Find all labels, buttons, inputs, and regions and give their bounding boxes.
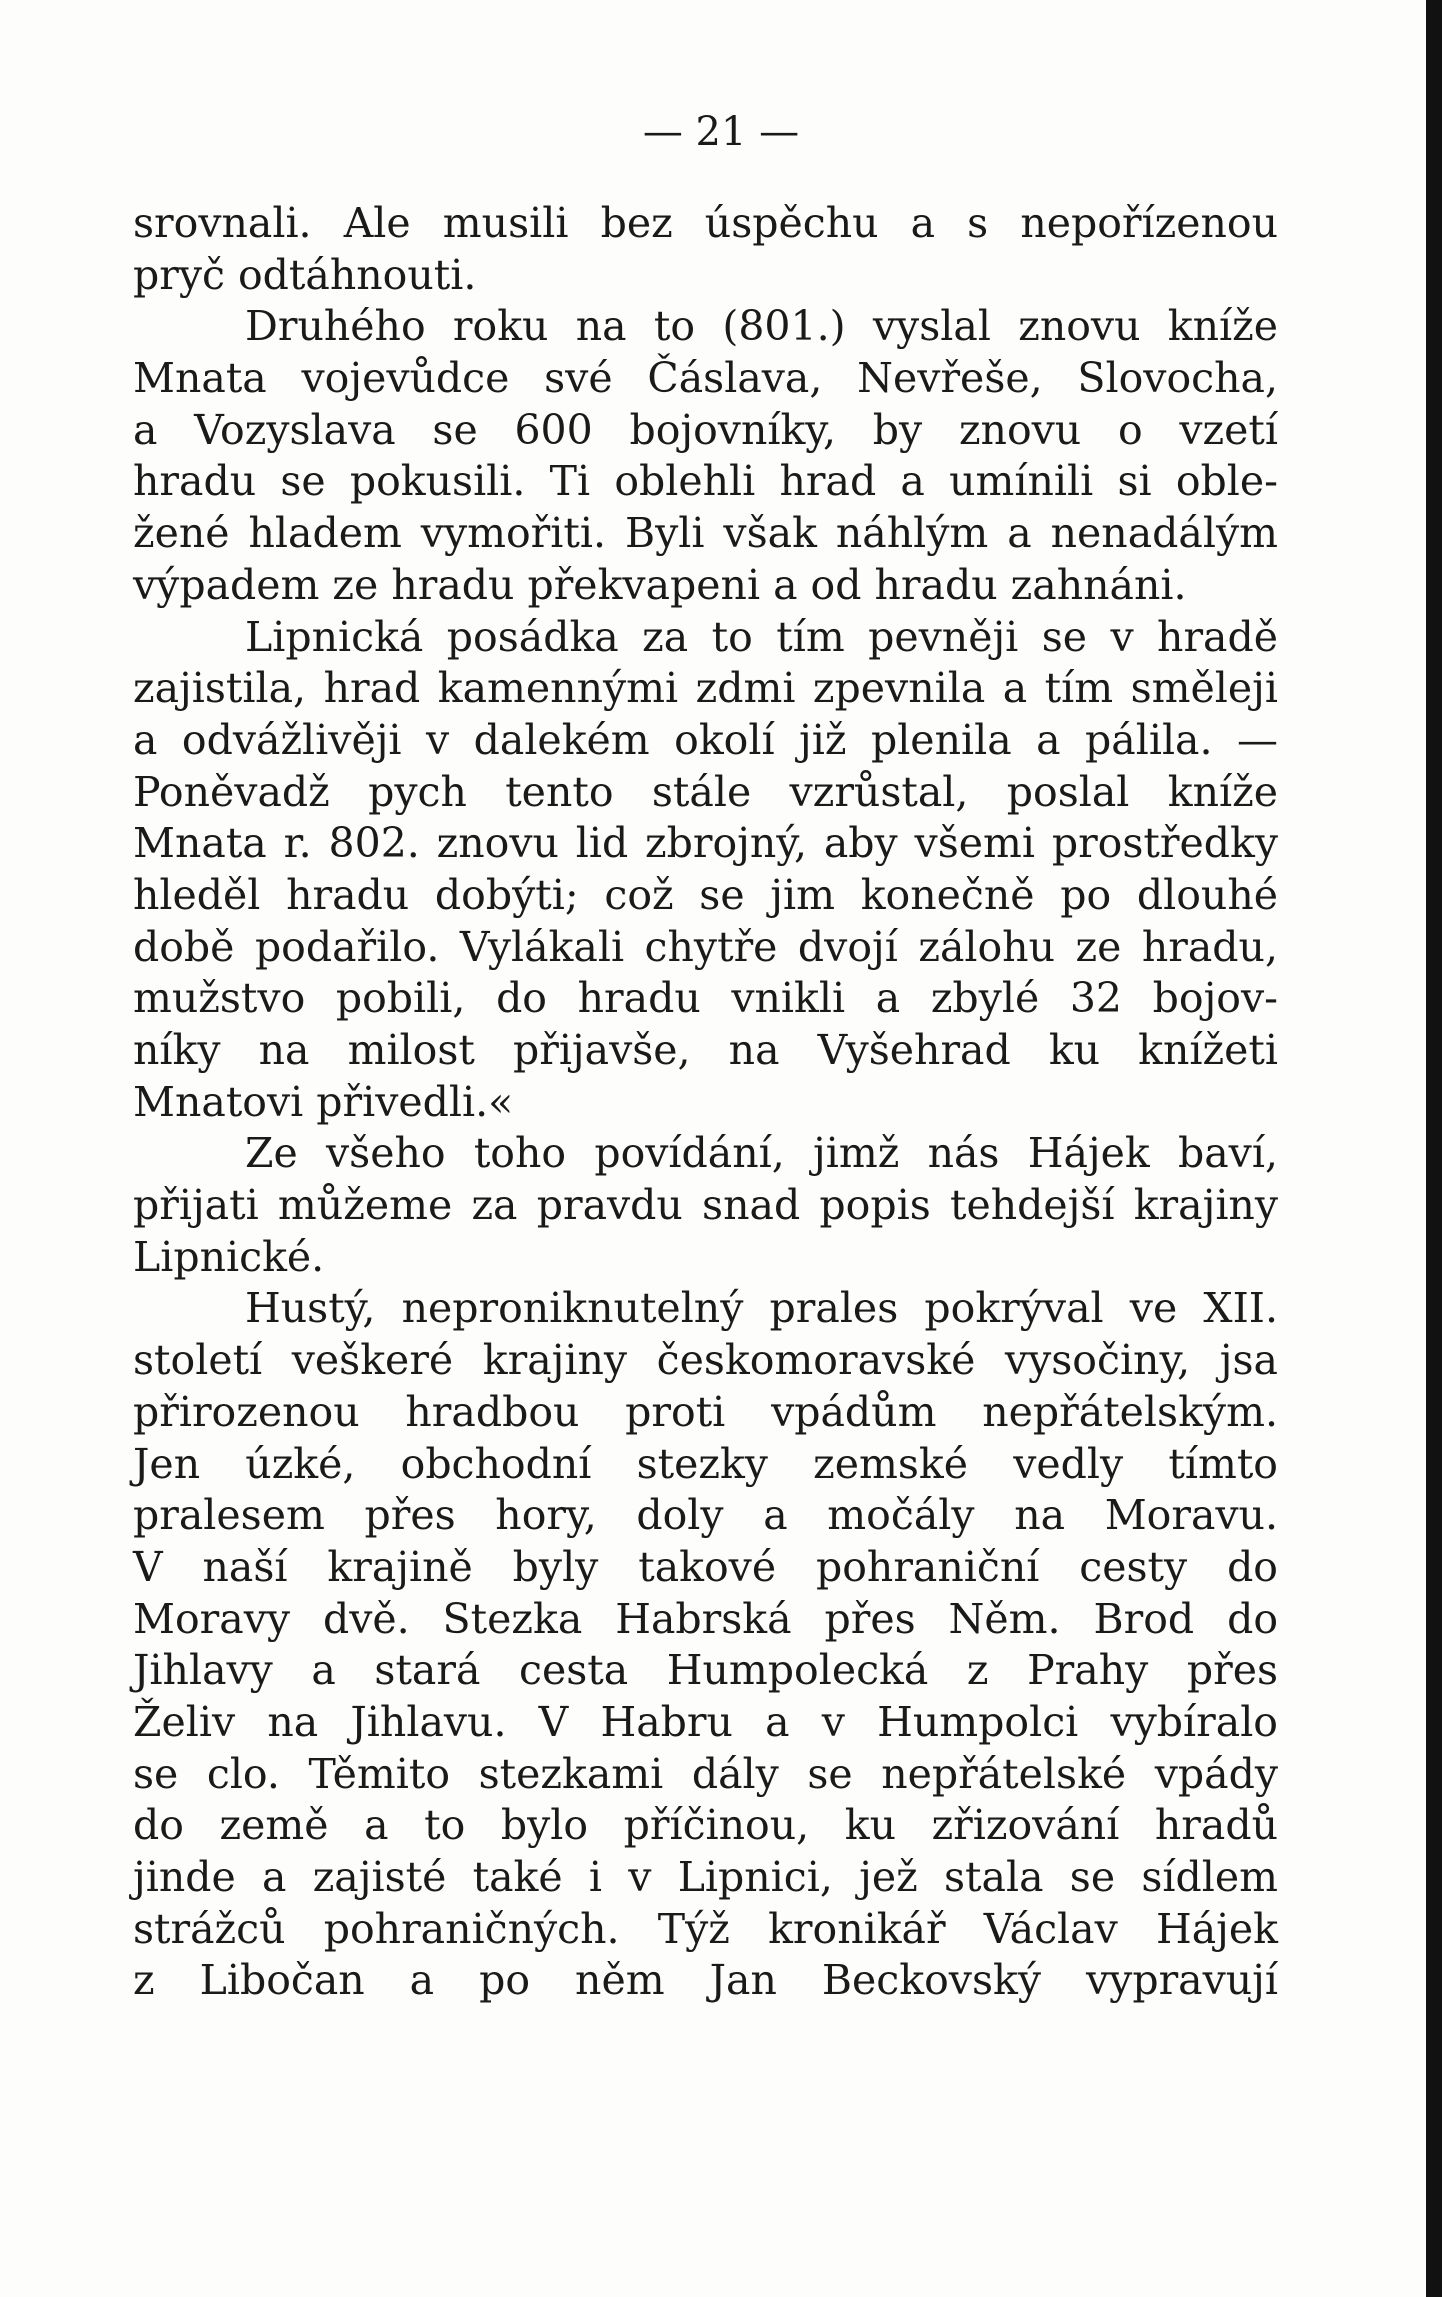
text-line: se clo. Těmito stezkami dály se nepřátelské vpády <box>133 1749 1278 1798</box>
text-line: srovnali. Ale musili bez úspěchu a s nepořízenou <box>133 199 1278 247</box>
text-line: době podařilo. Vylákali chytře dvojí zálohu ze hradu, <box>133 922 1278 971</box>
text-line: hleděl hradu dobýti; což se jim konečně po dlouhé <box>133 870 1278 919</box>
text-line: strážců pohraničných. Týž kronikář Václav Hájek <box>133 1904 1278 1953</box>
text-line: mužstvo pobili, do hradu vnikli a zbylé 32 bojov- <box>133 974 1278 1023</box>
text-line: Lipnická posádka za to tím pevněji se v hradě <box>245 612 1278 661</box>
body-text <box>133 198 1278 2007</box>
text-line: výpadem ze hradu překvapeni a od hradu zahnáni. <box>133 560 1187 609</box>
text-line: Jihlavy a stará cesta Humpolecká z Prahy přes <box>133 1646 1278 1695</box>
text-line: Ze všeho toho povídání, jimž nás Hájek baví, <box>245 1129 1278 1178</box>
text-line: Jen úzké, obchodní stezky zemské vedly tímto <box>133 1439 1278 1488</box>
text-line: přirozenou hradbou proti vpádům nepřátelským. <box>133 1387 1278 1436</box>
text-line: do země a to bylo příčinou, ku zřizování hradů <box>133 1801 1278 1850</box>
text-line: a odvážlivěji v dalekém okolí již plenila a pálila. — <box>133 715 1278 764</box>
text-line: Poněvadž pych tento stále vzrůstal, poslal kníže <box>133 767 1278 816</box>
text-line: V naší krajině byly takové pohraniční cesty do <box>133 1542 1278 1591</box>
text-line: Hustý, neproniknutelný prales pokrýval ve XII. <box>245 1284 1278 1333</box>
text-line: Mnatovi přivedli.« <box>133 1077 514 1126</box>
text-line: hradu se pokusili. Ti oblehli hrad a umínili si oble- <box>133 457 1278 506</box>
text-line: Mnata vojevůdce své Čáslava, Nevřeše, Slovocha, <box>133 354 1278 403</box>
text-line: jinde a zajisté také i v Lipnici, jež stala se sídlem <box>133 1853 1278 1901</box>
text-line: Lipnické. <box>133 1232 325 1281</box>
page-number: — 21 — <box>642 109 800 155</box>
text-line: Mnata r. 802. znovu lid zbrojný, aby všemi prostředky <box>133 819 1278 868</box>
text-line: zajistila, hrad kamennými zdmi zpevnila a tím směleji <box>133 664 1278 713</box>
text-line: níky na milost přijavše, na Vyšehrad ku knížeti <box>133 1026 1278 1074</box>
text-line: žené hladem vymořiti. Byli však náhlým a nenadálým <box>133 509 1278 558</box>
text-line: pralesem přes hory, doly a močály na Moravu. <box>133 1491 1278 1540</box>
text-line: pryč odtáhnouti. <box>133 250 477 299</box>
text-line: z Libočan a po něm Jan Beckovský vypravují <box>133 1956 1278 2005</box>
page-edge-shadow <box>1426 0 1442 2297</box>
text-line: Želiv na Jihlavu. V Habru a v Humpolci vybíralo <box>133 1697 1278 1746</box>
text-line: století veškeré krajiny českomoravské vysočiny, jsa <box>133 1336 1278 1385</box>
text-line: přijati můžeme za pravdu snad popis tehdejší krajiny <box>133 1181 1278 1230</box>
text-line: Druhého roku na to (801.) vyslal znovu kníže <box>245 302 1278 351</box>
text-line: Moravy dvě. Stezka Habrská přes Něm. Brod do <box>133 1594 1278 1643</box>
text-line: a Vozyslava se 600 bojovníky, by znovu o vzetí <box>133 405 1278 454</box>
